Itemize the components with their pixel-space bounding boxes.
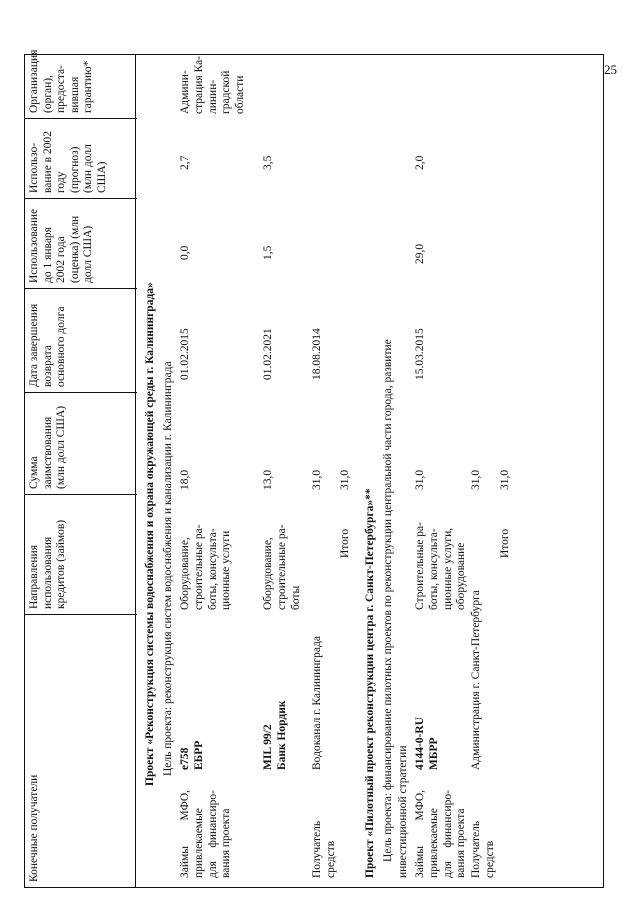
project1-row1-used-2002: 2,7 bbox=[179, 155, 191, 170]
project2-row1-date: 15.03.2015 bbox=[414, 328, 426, 380]
guarantor-line: линин- bbox=[206, 79, 219, 114]
header-amount: Сумма заимствования (млн долл США) bbox=[25, 393, 137, 495]
loans-label-word: МФО, bbox=[179, 790, 191, 821]
project1-row1-recipient bbox=[179, 650, 207, 770]
direction-line: ционные услуги bbox=[220, 530, 233, 610]
receiver-label-line: средств bbox=[324, 840, 337, 878]
header-final-recipients: Конечные получатели bbox=[28, 774, 40, 882]
direction-line: Оборудование, bbox=[179, 537, 191, 610]
project1-row2-used-before: 1,5 bbox=[262, 245, 274, 260]
project2-loans-label bbox=[414, 790, 469, 878]
direction-line: боты bbox=[289, 585, 302, 610]
direction-line: строительные ра- bbox=[192, 524, 205, 610]
guarantor-line: области bbox=[234, 75, 247, 114]
project1-receiver-amount: 31,0 bbox=[311, 469, 323, 490]
project2-total-amount: 31,0 bbox=[499, 469, 511, 490]
receiver-label-line: Получатель bbox=[470, 820, 482, 878]
project2-receiver-label bbox=[470, 788, 498, 878]
direction-line: ционные услуги, bbox=[441, 527, 454, 610]
guarantor-line: страция Ка- bbox=[192, 55, 205, 114]
project1-total-label: Итого bbox=[339, 528, 351, 558]
project2-title: Проект «Пилотный проект реконструкции центра г. Санкт-Петербурга»** bbox=[364, 488, 376, 878]
receiver-label-line: Получатель bbox=[311, 820, 323, 878]
header-end-date: Дата завершения возврата основного долга bbox=[25, 289, 137, 393]
header-used-before-2002: Использование до 1 января 2002 года (оценка) (млн долл США) bbox=[25, 199, 137, 289]
header-used-2002: Использо-вание в 2002 году (прогноз) (млн долл США) bbox=[25, 119, 137, 199]
direction-line: боты, консульта- bbox=[206, 528, 219, 610]
project1-receiver-label bbox=[311, 788, 339, 878]
project1-goal: Цель проекта: реконструкция систем водоснабжения и канализации г. Калининграда bbox=[162, 361, 174, 776]
project2-goal-line2: инвестиционной стратегии bbox=[397, 745, 409, 878]
loans-label-word: финансиро- bbox=[441, 790, 454, 848]
project2-row1-amount: 31,0 bbox=[414, 469, 426, 490]
project1-row2-recipient bbox=[262, 650, 290, 770]
guarantor-line: градской bbox=[220, 70, 233, 114]
project1-row1-used-before: 0,0 bbox=[179, 245, 191, 260]
guarantor-line: Админи- bbox=[179, 70, 191, 114]
table-header bbox=[24, 49, 136, 888]
project2-receiver: Администрация г. Санкт-Петербурга bbox=[470, 590, 482, 770]
project1-row2-date: 01.02.2021 bbox=[262, 328, 274, 380]
direction-line: Строительные ра- bbox=[414, 522, 426, 610]
project1-row2-direction bbox=[262, 498, 303, 610]
project1-row2-used-2002: 3,5 bbox=[262, 155, 274, 170]
project1-row2-amount: 13,0 bbox=[262, 469, 274, 490]
direction-line: оборудование bbox=[455, 542, 468, 610]
recipient-code: 4144-0-RU bbox=[414, 716, 426, 770]
direction-line: Оборудование, bbox=[262, 537, 274, 610]
loans-label-word: для bbox=[206, 861, 219, 878]
loans-label-word: МФО, bbox=[414, 790, 426, 821]
recipient-bank: МБРР bbox=[427, 737, 440, 770]
direction-line: боты, консульта- bbox=[427, 528, 440, 610]
loans-label-word: вания проекта bbox=[455, 808, 468, 878]
project1-receiver-date: 18.08.2014 bbox=[311, 328, 323, 380]
loans-label-word: для bbox=[441, 861, 454, 878]
receiver-label-line: средств bbox=[483, 840, 496, 878]
project1-row1-direction bbox=[179, 498, 234, 610]
loans-label-word: Займы bbox=[414, 845, 426, 878]
header-guarantor: Организация (орган), предоста-вившая гарантию* bbox=[25, 53, 137, 119]
page-number: 25 bbox=[604, 62, 617, 77]
project2-total-label: Итого bbox=[499, 528, 511, 558]
loans-label-word: привлекаемые bbox=[192, 808, 205, 878]
project1-total-amount: 31,0 bbox=[339, 469, 351, 490]
project2-receiver-amount: 31,0 bbox=[470, 469, 482, 490]
loans-label-word: Займы bbox=[179, 845, 191, 878]
project2-row1-recipient bbox=[414, 650, 442, 770]
loans-label-word: привлекаемые bbox=[427, 808, 440, 878]
recipient-bank: ЕБРР bbox=[192, 740, 205, 770]
recipient-bank: Банк Нордик bbox=[275, 700, 288, 770]
project1-row1-amount: 18,0 bbox=[179, 469, 191, 490]
rotated-table-sheet bbox=[24, 50, 616, 888]
project2-row1-used-2002: 2,0 bbox=[414, 155, 426, 170]
loans-label-word: финансиро- bbox=[206, 790, 219, 848]
project1-row1-date: 01.02.2015 bbox=[179, 328, 191, 380]
project1-receiver: Водоканал г. Калининграда bbox=[311, 636, 323, 770]
direction-line: строительные ра- bbox=[275, 524, 288, 610]
header-directions: Направления использования кредитов (займов) bbox=[25, 495, 137, 615]
recipient-code: МІL 99/2 bbox=[262, 724, 274, 770]
project2-row1-direction bbox=[414, 498, 469, 610]
project1-loans-label bbox=[179, 790, 234, 878]
project1-guarantor bbox=[179, 44, 248, 114]
project2-goal-line1: Цель проекта: финансирование пилотных проектов по реконструкции центральной части города, развитие bbox=[382, 339, 394, 862]
project2-row1-used-before: 29,0 bbox=[414, 243, 426, 264]
project1-title: Проект «Реконструкция системы водоснабжения и охрана окружающей среды г. Калининграда» bbox=[144, 282, 156, 786]
loans-label-word: вания проекта bbox=[220, 808, 233, 878]
recipient-code: е758 bbox=[179, 747, 191, 770]
